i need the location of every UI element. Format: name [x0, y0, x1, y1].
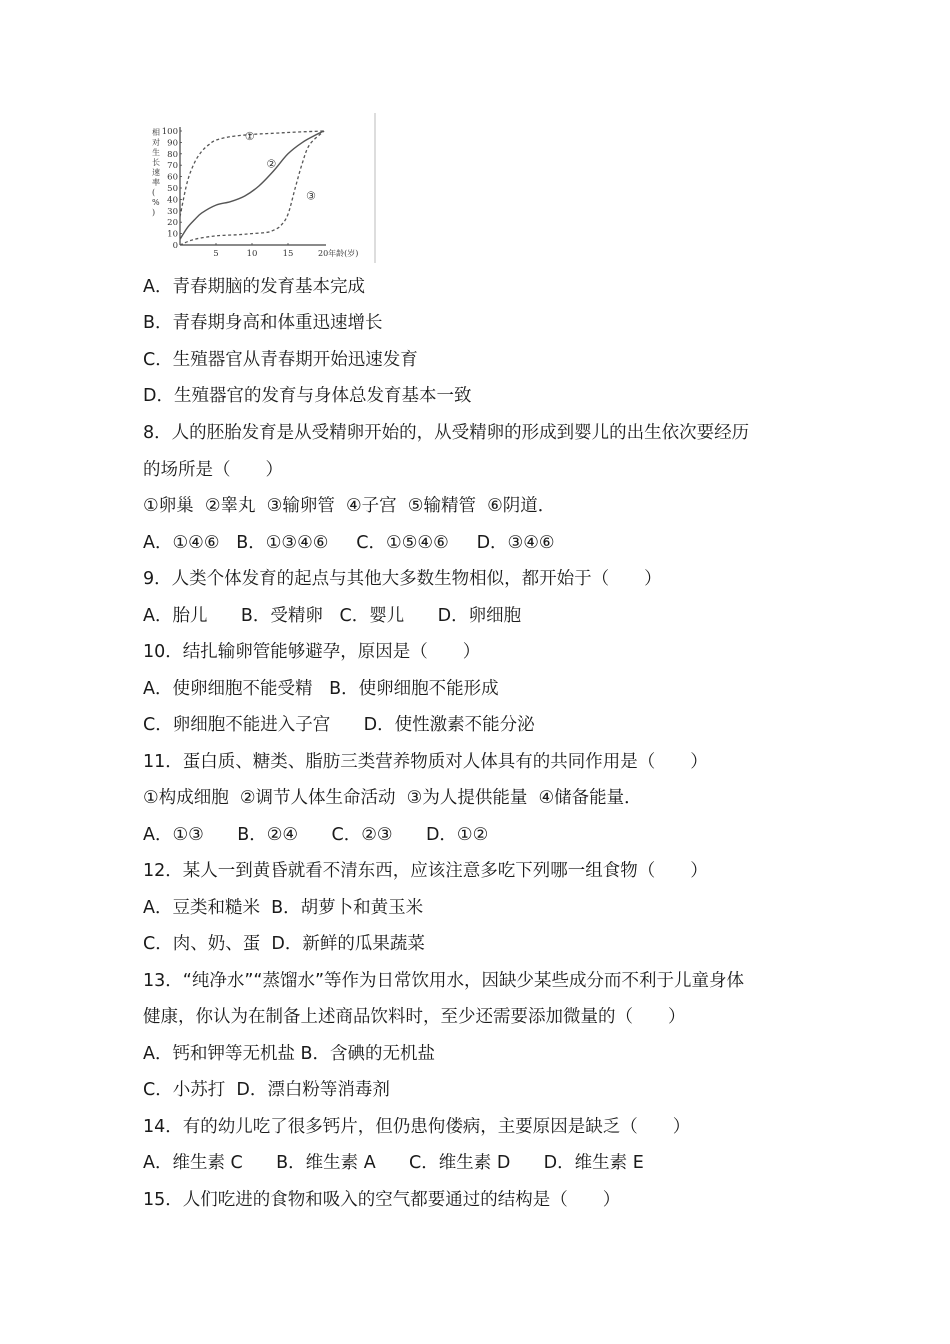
series-line-1 — [180, 131, 324, 217]
q11-options: A．①③ B．②④ C．②③ D．①② — [143, 825, 489, 845]
growth-chart-svg — [144, 113, 377, 263]
y-tick-label: 80 — [167, 149, 178, 160]
q12-options-cd: C．肉、奶、蛋 D．新鲜的瓜果蔬菜 — [143, 934, 425, 954]
curve-label-1: ① — [244, 130, 255, 144]
y-tick-label: 40 — [167, 195, 178, 206]
q10-stem: 10．结扎输卵管能够避孕，原因是（ ） — [143, 642, 481, 662]
q12-stem: 12．某人一到黄昏就看不清东西，应该注意多吃下列哪一组食物（ ） — [143, 861, 708, 881]
q13-stem-line1: 13．“纯净水”“蒸馏水”等作为日常饮用水，因缺少某些成分而不利于儿童身体 — [143, 971, 745, 991]
q10-options-ab: A．使卵细胞不能受精 B．使卵细胞不能形成 — [143, 679, 499, 699]
growth-curve-figure — [144, 113, 377, 263]
q11-stem: 11．蛋白质、糖类、脂肪三类营养物质对人体具有的共同作用是（ ） — [143, 752, 708, 772]
y-tick-label: 30 — [167, 206, 178, 217]
x-tick-label: 5 — [213, 249, 219, 259]
series-line-3 — [180, 131, 324, 245]
q13-options-cd: C．小苏打 D．漂白粉等消毒剂 — [143, 1080, 390, 1100]
y-tick-label: 60 — [167, 172, 178, 183]
y-tick-label: 70 — [167, 161, 178, 172]
curve-label-3: ③ — [306, 189, 316, 203]
q8-options: A．①④⑥ B．①③④⑥ C．①⑤④⑥ D．③④⑥ — [143, 533, 555, 553]
y-tick-label: 20 — [167, 218, 178, 229]
q13-stem-line2: 健康，你认为在制备上述商品饮料时，至少还需要添加微量的（ ） — [143, 1007, 686, 1027]
q8-stem-line2: 的场所是（ ） — [143, 460, 283, 480]
q7-option-d: D．生殖器官的发育与身体总发育基本一致 — [143, 386, 472, 406]
curve-label-2: ② — [266, 157, 277, 171]
q10-options-cd: C．卵细胞不能进入子宫 D．使性激素不能分泌 — [143, 715, 535, 735]
y-tick-label: 90 — [167, 138, 178, 149]
x-axis-label: 20年龄(岁) — [318, 249, 359, 258]
y-axis-label: 相对生长速率( % ) — [152, 128, 160, 217]
q7-option-c: C．生殖器官从青春期开始迅速发育 — [143, 350, 418, 370]
q7-option-a: A．青春期脑的发育基本完成 — [143, 277, 365, 297]
q14-stem: 14．有的幼儿吃了很多钙片，但仍患佝偻病，主要原因是缺乏（ ） — [143, 1117, 691, 1137]
x-tick-label: 15 — [282, 249, 294, 259]
q7-option-b: B．青春期身高和体重迅速增长 — [143, 313, 383, 333]
q15-stem: 15．人们吃进的食物和吸入的空气都要通过的结构是（ ） — [143, 1190, 621, 1210]
q14-options: A．维生素 C B．维生素 A C．维生素 D D．维生素 E — [143, 1153, 644, 1173]
q8-choices-list: ①卵巢 ②睾丸 ③输卵管 ④子宫 ⑤输精管 ⑥阴道． — [143, 496, 556, 516]
q12-options-ab: A．豆类和糙米 B．胡萝卜和黄玉米 — [143, 898, 424, 918]
q11-choices-list: ①构成细胞 ②调节人体生命活动 ③为人提供能量 ④储备能量． — [143, 788, 642, 808]
y-tick-label: 10 — [167, 229, 178, 240]
y-tick-label: 50 — [167, 184, 178, 194]
q9-stem: 9．人类个体发育的起点与其他大多数生物相似，都开始于（ ） — [143, 569, 662, 589]
y-tick-label: 100 — [161, 127, 178, 137]
q13-options-ab: A．钙和钾等无机盐 B．含碘的无机盐 — [143, 1044, 436, 1064]
y-tick-label: 0 — [172, 241, 178, 251]
q9-options: A．胎儿 B．受精卵 C．婴儿 D．卵细胞 — [143, 606, 522, 626]
q8-stem-line1: 8．人的胚胎发育是从受精卵开始的，从受精卵的形成到婴儿的出生依次要经历 — [143, 423, 750, 443]
series-line-2 — [180, 131, 324, 239]
x-tick-label: 10 — [246, 249, 258, 259]
